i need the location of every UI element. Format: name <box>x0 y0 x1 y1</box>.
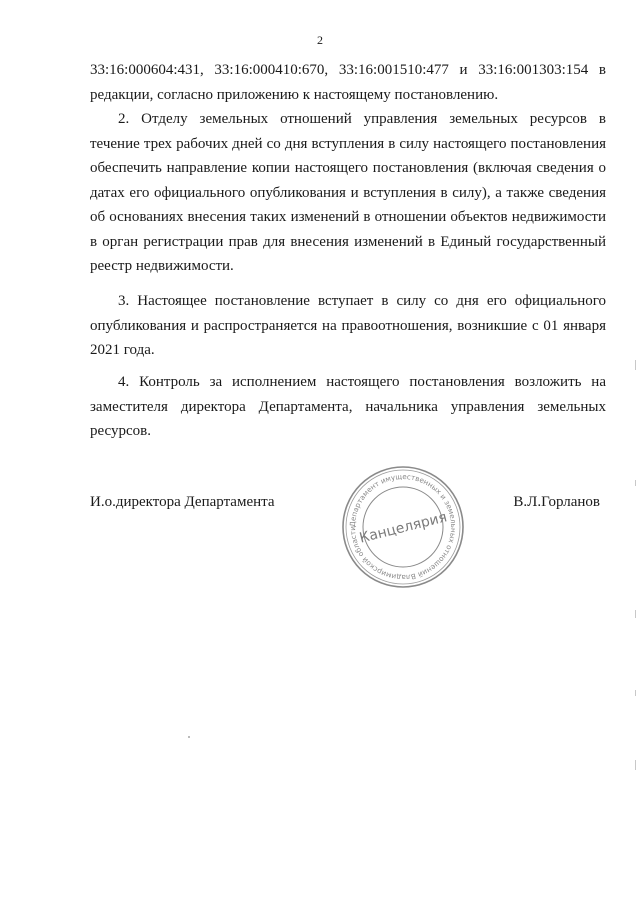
paragraph-2-line: в орган регистрации прав для внесения изменений в Единый государственный <box>90 233 606 250</box>
paragraph-3-line: 3. Настоящее постановление вступает в силу со дня его официального <box>118 293 606 309</box>
paragraph-4-line: 4. Контроль за исполнением настоящего постановления возложить на <box>118 374 606 390</box>
paragraph-2-line: об основаниях внесения таких изменений в отношении объектов недвижимости <box>90 209 606 225</box>
paragraph-1-continuation <box>90 58 606 107</box>
paragraph-2 <box>90 107 606 279</box>
page-number: 2 <box>317 33 323 47</box>
paragraph-3-line: опубликования и распространяется на правоотношения, возникшие с 01 января <box>90 317 606 334</box>
paragraph-3 <box>90 289 606 363</box>
paragraph-3-line: 2021 года. <box>90 342 155 358</box>
paragraph-2-line: обеспечить направление копии настоящего постановления (включая сведения о <box>90 160 606 176</box>
paragraph-2-line: реестр недвижимости. <box>90 258 234 274</box>
scan-speck <box>188 736 190 738</box>
signatory-position: И.о.директора Департамента <box>90 494 275 510</box>
paragraph-4 <box>90 370 606 444</box>
scan-margin-artifacts <box>635 360 637 780</box>
paragraph-2-line: течение трех рабочих дней со дня вступления в силу настоящего постановления <box>90 135 606 152</box>
paragraph-1-end-line: редакции, согласно приложению к настоящему постановлению. <box>90 86 499 103</box>
cadastral-numbers-line: 33:16:000604:431, 33:16:000410:670, 33:16:001510:477 и 33:16:001303:154 в <box>90 62 606 78</box>
paragraph-4-line: заместителя директора Департамента, начальника управления земельных <box>90 398 606 415</box>
office-stamp-seal <box>338 462 468 592</box>
stamp-ring-text: Департамент имущественных и земельных отношений Владимирской области <box>347 471 459 583</box>
paragraph-2-line: 2. Отделу земельных отношений управления земельных ресурсов в <box>118 111 606 127</box>
stamp-center-text: Канцелярия <box>357 509 449 547</box>
paragraph-4-line: ресурсов. <box>90 423 151 439</box>
paragraph-2-line: датах его официального опубликования и вступления в силу), а также сведения <box>90 184 606 201</box>
signatory-name: В.Л.Горланов <box>513 494 600 510</box>
